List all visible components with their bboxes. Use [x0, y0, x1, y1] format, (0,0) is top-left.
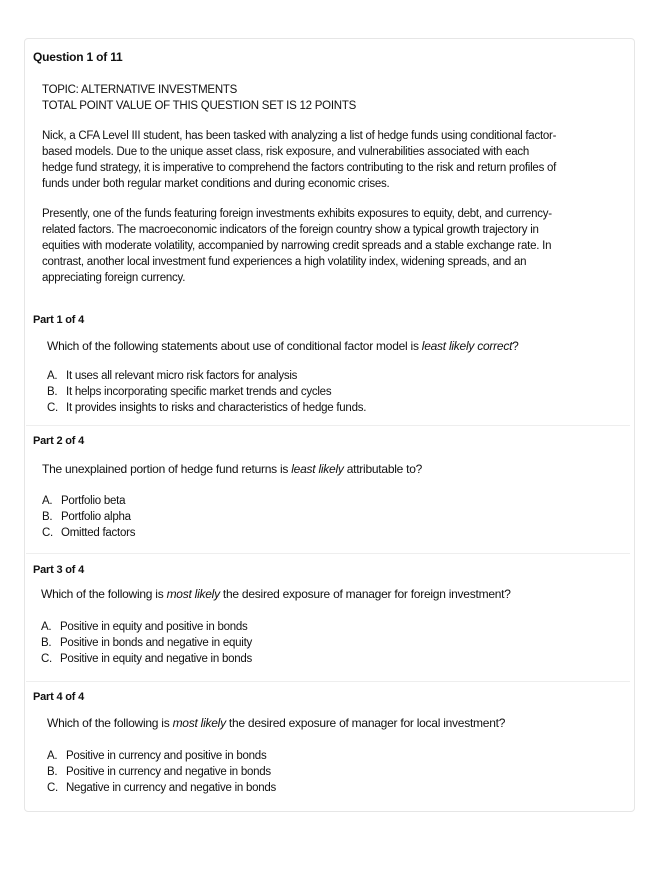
part-1-title: Part 1 of 4: [33, 314, 84, 326]
option-item[interactable]: A. Positive in equity and positive in bonds: [41, 621, 248, 633]
part-3-prompt: Which of the following is most likely the desired exposure of manager for foreign investment?: [41, 587, 511, 601]
part-divider: [26, 681, 630, 682]
part-divider: [26, 425, 630, 426]
option-item[interactable]: B. Portfolio alpha: [42, 511, 131, 523]
topic-label: TOPIC: ALTERNATIVE INVESTMENTS: [42, 84, 238, 96]
part-4-options: [47, 748, 276, 796]
option-item[interactable]: A. Positive in currency and positive in bonds: [47, 750, 267, 762]
option-item[interactable]: B. It helps incorporating specific market trends and cycles: [47, 386, 332, 398]
option-item[interactable]: A. Portfolio beta: [42, 495, 126, 507]
option-item[interactable]: B. Positive in bonds and negative in equity: [41, 637, 253, 649]
topic-block: [42, 82, 562, 114]
part-3-title: Part 3 of 4: [33, 564, 84, 576]
option-item[interactable]: C. Omitted factors: [42, 527, 136, 539]
question-intro: [42, 82, 562, 286]
part-divider: [26, 553, 630, 554]
option-item[interactable]: C. Positive in equity and negative in bonds: [41, 653, 253, 665]
part-4-title: Part 4 of 4: [33, 691, 84, 703]
question-title: Question 1 of 11: [33, 50, 123, 64]
part-4-prompt: Which of the following is most likely the desired exposure of manager for local investment?: [47, 716, 506, 730]
option-item[interactable]: C. It provides insights to risks and characteristics of hedge funds.: [47, 402, 367, 414]
option-item[interactable]: C. Negative in currency and negative in bonds: [47, 782, 277, 794]
scenario-paragraph-1: Nick, a CFA Level III student, has been tasked with analyzing a list of hedge funds using conditional factor-based models. Due to the unique asset class, risk exposure, and vulnerabilities associated with each hedge fund strategy, it is imperative to comprehend the factors contributing to the risk and return profiles of funds under both regular market conditions and during economic crises.: [42, 130, 557, 190]
part-2-title: Part 2 of 4: [33, 435, 84, 447]
part-2-options: [42, 493, 135, 541]
option-item[interactable]: B. Positive in currency and negative in bonds: [47, 766, 271, 778]
part-1-options: [47, 368, 366, 416]
points-label: TOTAL POINT VALUE OF THIS QUESTION SET IS 12 POINTS: [42, 100, 357, 112]
option-item[interactable]: A. It uses all relevant micro risk factors for analysis: [47, 370, 298, 382]
scenario-paragraph-2: Presently, one of the funds featuring foreign investments exhibits exposures to equity, debt, and currency-related factors. The macroeconomic indicators of the foreign country show a typical growth trajectory in equities with moderate volatility, accompanied by narrowing credit spreads and a stable exchange rate. In contrast, another local investment fund experiences a high volatility index, widening spreads, and an appreciating foreign currency.: [42, 208, 552, 284]
part-2-prompt: The unexplained portion of hedge fund returns is least likely attributable to?: [42, 462, 423, 476]
part-1-prompt: Which of the following statements about use of conditional factor model is least likely correct?: [47, 339, 519, 353]
part-3-options: [41, 619, 252, 667]
